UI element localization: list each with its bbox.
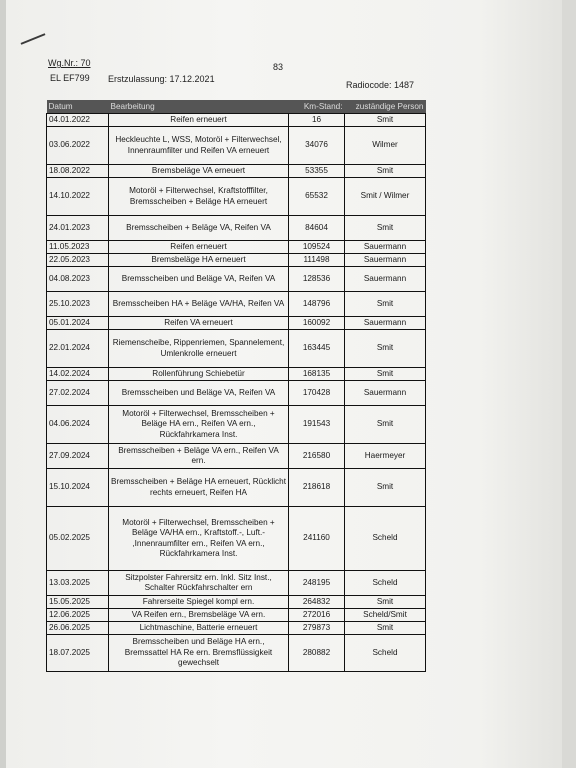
cell-person: Sauermann [345,241,426,254]
cell-km: 163445 [289,330,345,368]
cell-km: 109524 [289,241,345,254]
cell-person: Scheld [345,571,426,596]
cell-person: Sauermann [345,254,426,267]
table-row [47,469,426,507]
cell-date: 05.02.2025 [47,507,109,571]
cell-date: 27.09.2024 [47,444,109,469]
cell-work: Bremsscheiben und Beläge VA, Reifen VA [109,381,289,406]
cell-work: Bremsscheiben HA + Beläge VA/HA, Reifen VA [109,292,289,317]
table-row [47,444,426,469]
cell-person: Sauermann [345,267,426,292]
cell-person: Smit [345,292,426,317]
cell-km: 272016 [289,609,345,622]
cell-person: Smit [345,216,426,241]
cell-date: 12.06.2025 [47,609,109,622]
cell-km: 111498 [289,254,345,267]
cell-work: Bremsbeläge VA erneuert [109,165,289,178]
cell-work: Motoröl + Filterwechsel, Bremsscheiben + Beläge VA/HA ern., Kraftstoff.-, Luft.- ,Innenraumfilter ern., Reifen VA ern., Rückfahrkamera Inst. [109,507,289,571]
wagon-number: Wg.Nr.: 70 [48,58,91,68]
cell-date: 13.03.2025 [47,571,109,596]
cell-date: 14.10.2022 [47,178,109,216]
cell-date: 22.05.2023 [47,254,109,267]
radio-code: Radiocode: 1487 [346,80,415,90]
cell-work: Riemenscheibe, Rippenriemen, Spannelement, Umlenkrolle erneuert [109,330,289,368]
cell-km: 84604 [289,216,345,241]
col-header-date: Datum [47,100,109,114]
cell-work: Heckleuchte L, WSS, Motoröl + Filterwechsel, Innenraumfilter und Reifen VA erneuert [109,127,289,165]
table-row [47,254,426,267]
cell-person: Smit [345,622,426,635]
table-row [47,330,426,368]
cell-km: 191543 [289,406,345,444]
col-header-person: zuständige Person [345,100,426,114]
cell-person: Smit [345,330,426,368]
cell-work: Bremsscheiben + Beläge HA erneuert, Rücklicht rechts erneuert, Reifen HA [109,469,289,507]
cell-km: 168135 [289,368,345,381]
maintenance-table [46,100,426,672]
first-registration: Erstzulassung: 17.12.2021 [108,74,215,84]
cell-person: Sauermann [345,381,426,406]
cell-km: 216580 [289,444,345,469]
cell-person: Smit [345,165,426,178]
cell-work: VA Reifen ern., Bremsbeläge VA ern. [109,609,289,622]
cell-km: 128536 [289,267,345,292]
table-row [47,317,426,330]
cell-work: Reifen VA erneuert [109,317,289,330]
table-row [47,609,426,622]
sheet-number: 83 [273,62,284,72]
cell-date: 25.10.2023 [47,292,109,317]
cell-person: Scheld [345,507,426,571]
cell-work: Bremsscheiben + Beläge VA ern., Reifen VA ern. [109,444,289,469]
license-plate: EL EF799 [50,73,90,83]
table-row [47,127,426,165]
table-header-row [47,100,426,114]
cell-date: 04.08.2023 [47,267,109,292]
cell-work: Motoröl + Filterwechsel, Bremsscheiben + Beläge HA ern., Reifen VA ern., Rückfahrkamera Inst. [109,406,289,444]
cell-date: 22.01.2024 [47,330,109,368]
cell-work: Bremsscheiben und Beläge VA, Reifen VA [109,267,289,292]
cell-person: Smit [345,469,426,507]
cell-date: 15.10.2024 [47,469,109,507]
table-row [47,406,426,444]
cell-date: 11.05.2023 [47,241,109,254]
cell-date: 15.05.2025 [47,596,109,609]
cell-date: 27.02.2024 [47,381,109,406]
table-row [47,381,426,406]
cell-date: 24.01.2023 [47,216,109,241]
cell-date: 04.01.2022 [47,114,109,127]
cell-km: 264832 [289,596,345,609]
table-row [47,267,426,292]
cell-person: Smit [345,406,426,444]
cell-km: 160092 [289,317,345,330]
cell-work: Sitzpolster Fahrersitz ern. Inkl. Sitz Inst., Schalter Rückfahrschalter ern [109,571,289,596]
cell-person: Sauermann [345,317,426,330]
table-row [47,635,426,672]
cell-date: 18.08.2022 [47,165,109,178]
table-row [47,507,426,571]
cell-date: 18.07.2025 [47,635,109,672]
paper-edge [562,0,576,768]
cell-work: Motoröl + Filterwechsel, Kraftstofffilter, Bremsscheiben + Beläge HA erneuert [109,178,289,216]
cell-km: 16 [289,114,345,127]
cell-km: 170428 [289,381,345,406]
cell-km: 280882 [289,635,345,672]
cell-work: Fahrerseite Spiegel kompl ern. [109,596,289,609]
table-row [47,368,426,381]
cell-km: 241160 [289,507,345,571]
cell-km: 65532 [289,178,345,216]
col-header-work: Bearbeitung [109,100,289,114]
cell-date: 04.06.2024 [47,406,109,444]
cell-work: Reifen erneuert [109,241,289,254]
cell-work: Lichtmaschine, Batterie erneuert [109,622,289,635]
cell-person: Wilmer [345,127,426,165]
cell-date: 03.06.2022 [47,127,109,165]
table-row [47,241,426,254]
cell-person: Smit [345,596,426,609]
cell-person: Haermeyer [345,444,426,469]
table-row [47,596,426,609]
cell-work: Rollenführung Schiebetür [109,368,289,381]
cell-km: 34076 [289,127,345,165]
table-row [47,571,426,596]
table-row [47,216,426,241]
cell-work: Reifen erneuert [109,114,289,127]
cell-work: Bremsbeläge HA erneuert [109,254,289,267]
cell-person: Smit [345,114,426,127]
col-header-km: Km-Stand: [289,100,345,114]
table-row [47,292,426,317]
cell-km: 279873 [289,622,345,635]
cell-person: Scheld [345,635,426,672]
cell-km: 148796 [289,292,345,317]
cell-person: Smit / Wilmer [345,178,426,216]
cell-km: 218618 [289,469,345,507]
cell-date: 14.02.2024 [47,368,109,381]
table-row [47,622,426,635]
cell-date: 26.06.2025 [47,622,109,635]
cell-work: Bremsscheiben und Beläge HA ern., Bremssattel HA Re ern. Bremsflüssigkeit gewechselt [109,635,289,672]
cell-date: 05.01.2024 [47,317,109,330]
cell-km: 248195 [289,571,345,596]
cell-km: 53355 [289,165,345,178]
table-row [47,114,426,127]
cell-person: Smit [345,368,426,381]
table-row [47,178,426,216]
table-row [47,165,426,178]
cell-person: Scheld/Smit [345,609,426,622]
cell-work: Bremsscheiben + Beläge VA, Reifen VA [109,216,289,241]
